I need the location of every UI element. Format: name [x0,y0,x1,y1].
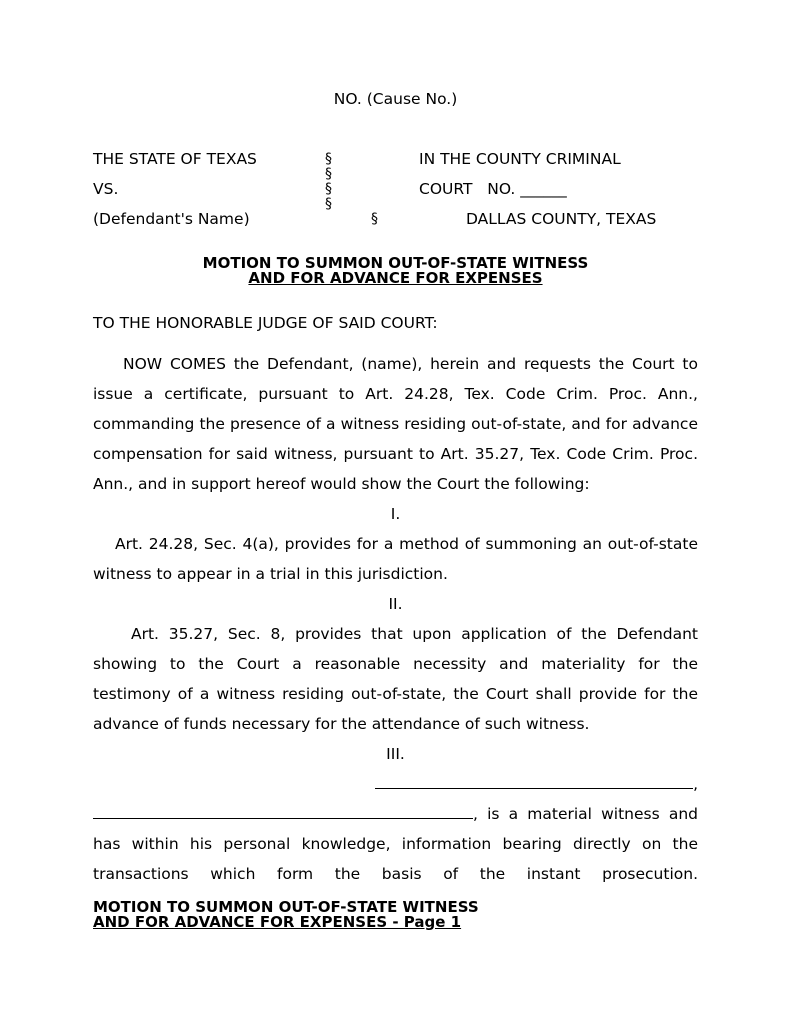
motion-body [93,349,698,889]
section-numeral: I. [390,505,401,523]
caption-state: THE STATE OF TEXAS [93,150,257,168]
section-text [93,799,698,889]
salutation: TO THE HONORABLE JUDGE OF SAID COURT: [93,314,438,332]
section-symbol: § [325,181,332,197]
section-numeral: III. [386,745,405,763]
document-title-line1: MOTION TO SUMMON OUT-OF-STATE WITNESS [202,254,589,272]
caption-court: IN THE COUNTY CRIMINAL [419,150,621,168]
section-symbol: § [325,151,332,167]
witness-name-blank-continued[interactable] [93,801,473,819]
document-title-line2: AND FOR ADVANCE FOR EXPENSES [248,269,543,287]
witness-name-line [93,769,698,799]
section-symbol: § [325,166,332,182]
section-numeral: II. [388,595,403,613]
caption-county: DALLAS COUNTY, TEXAS [466,210,657,228]
footer-line2-wrap [93,915,461,930]
caption-court-no: COURT NO. ______ [419,180,567,198]
section-text: Art. 24.28, Sec. 4(a), provides for a method of summoning an out-of-state witness to appear in a trial in this jurisdiction. [93,535,698,583]
section-symbol: § [325,196,332,212]
footer-line2: AND FOR ADVANCE FOR EXPENSES - Page 1 [93,913,462,931]
blank-comma: , [693,775,698,793]
witness-name-blank[interactable] [375,771,693,789]
intro-paragraph: NOW COMES the Defendant, (name), herein and requests the Court to issue a certificate, pursuant to Art. 24.28, Tex. Code Crim. Proc. Ann., commanding the presence of a witness residing out-of-state, and for advance compensation for said witness, pursuant to Art. 35.27, Tex. Code Crim. Proc. Ann., and in support hereof would show the Court the following: [93,355,698,493]
section-text-after-blank: , is a material witness and has within his personal knowledge, information bearing directly on the transactions which form the basis of the instant prosecution. [93,805,698,883]
document-title-line2-wrap [0,271,791,286]
caption-vs: VS. [93,180,119,198]
section-symbol: § [371,211,378,227]
footer-line1: MOTION TO SUMMON OUT-OF-STATE WITNESS [93,898,479,916]
cause-number: NO. (Cause No.) [333,90,458,108]
caption-defendant: (Defendant's Name) [93,210,250,228]
section-text: Art. 35.27, Sec. 8, provides that upon application of the Defendant showing to the Court a reasonable necessity and materiality for the testimony of a witness residing out-of-state, the Court shall provide for the advance of funds necessary for the attendance of such witness. [93,625,698,733]
